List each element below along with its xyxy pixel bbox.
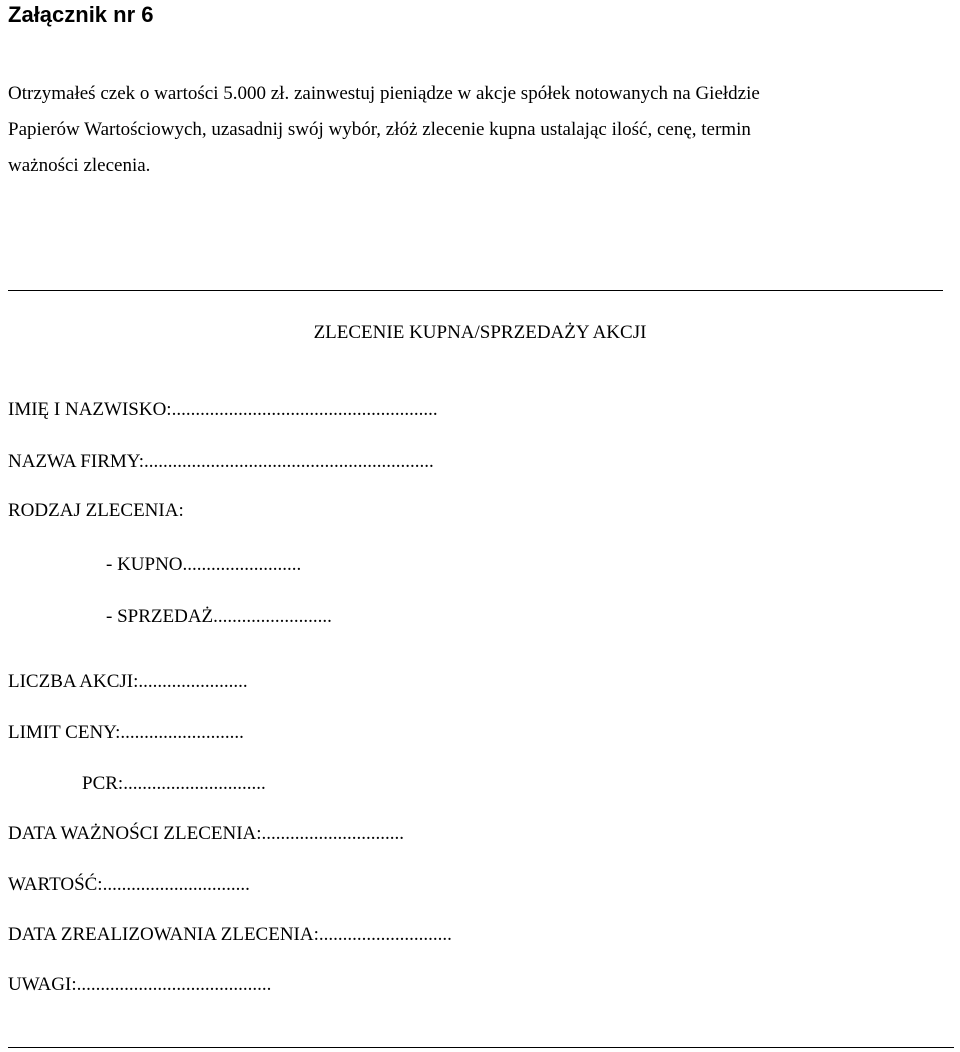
page-title: Załącznik nr 6 — [8, 2, 154, 27]
company-field: NAZWA FIRMY:............................................................. — [8, 451, 434, 472]
price-limit-field: LIMIT CENY:.......................... — [8, 722, 244, 743]
top-divider — [8, 290, 943, 291]
intro-paragraph — [8, 76, 953, 184]
remarks-field: UWAGI:......................................... — [8, 974, 272, 995]
validity-date-field: DATA WAŻNOŚCI ZLECENIA:.............................. — [8, 823, 405, 844]
bottom-divider — [8, 1047, 954, 1048]
order-type-label: RODZAJ ZLECENIA: — [8, 500, 184, 521]
name-field: IMIĘ I NAZWISKO:........................................................ — [8, 399, 438, 420]
execution-date-field: DATA ZREALIZOWANIA ZLECENIA:............................ — [8, 924, 452, 945]
shares-count-field: LICZBA AKCJI:....................... — [8, 671, 248, 692]
intro-line: Otrzymałeś czek o wartości 5.000 zł. zainwestuj pieniądze w akcje spółek notowanych na Giełdzie — [8, 83, 760, 104]
option-sell: - SPRZEDAŻ......................... — [106, 606, 332, 627]
form-title: ZLECENIE KUPNA/SPRZEDAŻY AKCJI — [313, 322, 647, 343]
option-buy: - KUPNO......................... — [106, 554, 302, 575]
intro-line: Papierów Wartościowych, uzasadnij swój wybór, złóż zlecenie kupna ustalając ilość, cenę, termin — [8, 119, 751, 140]
pcr-field: PCR:.............................. — [82, 773, 266, 794]
value-field: WARTOŚĆ:............................... — [8, 874, 250, 895]
intro-line: ważności zlecenia. — [8, 155, 151, 176]
